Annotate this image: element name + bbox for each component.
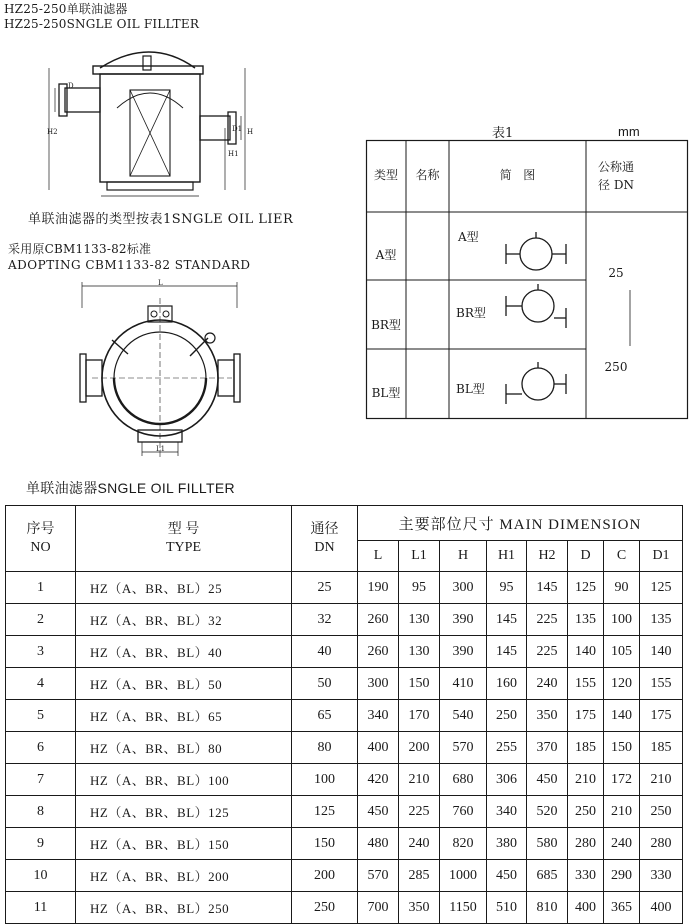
cell-d1: 135 (640, 604, 683, 636)
cell-dn: 25 (292, 572, 358, 604)
cell-l1: 350 (399, 892, 440, 924)
type-table-title: 表1 (492, 126, 514, 141)
header-dim-l1: L1 (399, 541, 440, 572)
cell-type: HZ（A、BR、BL）32 (76, 604, 292, 636)
cell-c: 172 (604, 764, 640, 796)
cell-h: 760 (440, 796, 487, 828)
cell-h1: 340 (487, 796, 527, 828)
cell-no: 1 (6, 572, 76, 604)
cell-dn: 50 (292, 668, 358, 700)
cell-l1: 200 (399, 732, 440, 764)
cell-d: 175 (568, 700, 604, 732)
diagram-label-bl: BL型 (456, 382, 485, 396)
cell-c: 120 (604, 668, 640, 700)
cell-c: 150 (604, 732, 640, 764)
table-row (6, 828, 683, 860)
header-no (6, 506, 76, 572)
cell-type: HZ（A、BR、BL）40 (76, 636, 292, 668)
table-row (6, 732, 683, 764)
table-row (6, 796, 683, 828)
cell-d: 140 (568, 636, 604, 668)
type-table-header-dn-1: 公称通 (597, 160, 634, 174)
cell-no: 10 (6, 860, 76, 892)
cell-dn: 125 (292, 796, 358, 828)
cell-h1: 380 (487, 828, 527, 860)
cell-h: 390 (440, 636, 487, 668)
type-table-header-name: 名称 (415, 168, 440, 182)
header-type (76, 506, 292, 572)
cell-c: 365 (604, 892, 640, 924)
cell-h: 680 (440, 764, 487, 796)
cell-l1: 130 (399, 604, 440, 636)
table-row (6, 668, 683, 700)
cell-d1: 210 (640, 764, 683, 796)
cell-l: 420 (358, 764, 399, 796)
table-row (6, 860, 683, 892)
header-dn-cn: 通径 (310, 521, 339, 537)
cell-l: 450 (358, 796, 399, 828)
cell-l1: 210 (399, 764, 440, 796)
cell-dn: 150 (292, 828, 358, 860)
cell-l1: 150 (399, 668, 440, 700)
cell-dn: 200 (292, 860, 358, 892)
type-row-a: A型 (375, 248, 397, 262)
cell-h2: 225 (527, 636, 568, 668)
standard-en: ADOPTING CBM1133-82 STANDARD (8, 258, 251, 272)
cell-d: 125 (568, 572, 604, 604)
cell-h2: 145 (527, 572, 568, 604)
cell-no: 7 (6, 764, 76, 796)
cell-h2: 520 (527, 796, 568, 828)
diagram-label-br: BR型 (456, 306, 486, 320)
cell-h1: 510 (487, 892, 527, 924)
cell-l: 300 (358, 668, 399, 700)
cell-h2: 240 (527, 668, 568, 700)
dim-label-l: L (158, 279, 163, 287)
cell-no: 9 (6, 828, 76, 860)
cell-d1: 280 (640, 828, 683, 860)
cell-h: 410 (440, 668, 487, 700)
cell-d: 400 (568, 892, 604, 924)
cell-h2: 350 (527, 700, 568, 732)
cell-type: HZ（A、BR、BL）150 (76, 828, 292, 860)
cell-no: 8 (6, 796, 76, 828)
cell-c: 140 (604, 700, 640, 732)
cell-dn: 65 (292, 700, 358, 732)
type-row-bl: BL型 (371, 386, 401, 400)
cell-l: 190 (358, 572, 399, 604)
table-row (6, 764, 683, 796)
cell-h: 390 (440, 604, 487, 636)
cell-h1: 160 (487, 668, 527, 700)
cell-type: HZ（A、BR、BL）50 (76, 668, 292, 700)
cell-no: 5 (6, 700, 76, 732)
cell-h2: 450 (527, 764, 568, 796)
cell-l1: 285 (399, 860, 440, 892)
diagram-label-a: A型 (458, 230, 479, 244)
cell-h1: 145 (487, 604, 527, 636)
cell-l1: 225 (399, 796, 440, 828)
table-row (6, 636, 683, 668)
cell-d: 280 (568, 828, 604, 860)
cell-l: 400 (358, 732, 399, 764)
cell-d: 155 (568, 668, 604, 700)
table-row (6, 700, 683, 732)
header-main-dimension: 主要部位尺寸 MAIN DIMENSION (358, 506, 683, 541)
cell-dn: 100 (292, 764, 358, 796)
cell-d1: 185 (640, 732, 683, 764)
header-dim-h1: H1 (487, 541, 527, 572)
cell-dn: 80 (292, 732, 358, 764)
table-row (6, 892, 683, 924)
cell-l: 570 (358, 860, 399, 892)
cell-l1: 170 (399, 700, 440, 732)
cell-d: 135 (568, 604, 604, 636)
standard-cn: 采用原CBM1133-82标准 (8, 242, 152, 256)
header-dim-h: H (440, 541, 487, 572)
dimension-table (5, 505, 683, 924)
cell-h1: 145 (487, 636, 527, 668)
cell-h: 1000 (440, 860, 487, 892)
dim-label-h1: H1 (228, 150, 239, 158)
cell-l: 260 (358, 636, 399, 668)
main-table-caption: 单联油滤器SNGLE OIL FILLTER (26, 480, 235, 496)
header-dn (292, 506, 358, 572)
header-dn-en: DN (314, 539, 335, 555)
filter-top-view-drawing (72, 278, 252, 468)
cell-no: 2 (6, 604, 76, 636)
table-row (6, 604, 683, 636)
cell-h: 570 (440, 732, 487, 764)
cell-l: 480 (358, 828, 399, 860)
cell-type: HZ（A、BR、BL）25 (76, 572, 292, 604)
drawing-caption: 单联油滤器的类型按表1SNGLE OIL LIER (28, 212, 294, 227)
cell-type: HZ（A、BR、BL）250 (76, 892, 292, 924)
cell-d1: 250 (640, 796, 683, 828)
cell-h: 820 (440, 828, 487, 860)
cell-dn: 40 (292, 636, 358, 668)
cell-l1: 130 (399, 636, 440, 668)
cell-dn: 250 (292, 892, 358, 924)
cell-c: 105 (604, 636, 640, 668)
cell-h2: 685 (527, 860, 568, 892)
header-dim-d1: D1 (640, 541, 683, 572)
table-row (6, 572, 683, 604)
cell-h2: 225 (527, 604, 568, 636)
cell-type: HZ（A、BR、BL）200 (76, 860, 292, 892)
cell-h2: 580 (527, 828, 568, 860)
dn-max: 250 (604, 360, 628, 374)
cell-h1: 250 (487, 700, 527, 732)
cell-dn: 32 (292, 604, 358, 636)
cell-l: 700 (358, 892, 399, 924)
cell-d1: 125 (640, 572, 683, 604)
dim-label-h: H (247, 128, 254, 136)
cell-l: 340 (358, 700, 399, 732)
dim-label-d: D (68, 82, 74, 90)
type-table-header-type: 类型 (373, 168, 398, 182)
cell-d: 185 (568, 732, 604, 764)
header-type-cn: 型 号 (167, 521, 200, 537)
cell-l: 260 (358, 604, 399, 636)
dim-label-h2: H2 (47, 128, 58, 136)
cell-h2: 370 (527, 732, 568, 764)
cell-d: 210 (568, 764, 604, 796)
cell-l1: 240 (399, 828, 440, 860)
cell-d1: 400 (640, 892, 683, 924)
cell-no: 3 (6, 636, 76, 668)
header-no-en: NO (30, 539, 51, 555)
cell-no: 4 (6, 668, 76, 700)
cell-h: 540 (440, 700, 487, 732)
title-cn: HZ25-250单联油滤器 (4, 2, 128, 16)
dn-min: 25 (608, 266, 624, 280)
cell-d: 330 (568, 860, 604, 892)
type-table-header-diagram: 简 图 (499, 168, 536, 182)
cell-no: 11 (6, 892, 76, 924)
cell-h1: 306 (487, 764, 527, 796)
cell-d1: 140 (640, 636, 683, 668)
cell-type: HZ（A、BR、BL）65 (76, 700, 292, 732)
cell-c: 210 (604, 796, 640, 828)
type-table-unit: mm (618, 124, 640, 139)
header-type-en: TYPE (166, 539, 201, 555)
header-dim-d: D (568, 541, 604, 572)
cell-c: 240 (604, 828, 640, 860)
cell-c: 90 (604, 572, 640, 604)
dim-label-d1: D1 (232, 125, 243, 133)
header-no-cn: 序号 (26, 521, 55, 537)
cell-d1: 175 (640, 700, 683, 732)
cell-h1: 255 (487, 732, 527, 764)
filter-side-view-drawing (45, 38, 305, 208)
header-dim-c: C (604, 541, 640, 572)
cell-type: HZ（A、BR、BL）80 (76, 732, 292, 764)
cell-c: 100 (604, 604, 640, 636)
cell-h2: 810 (527, 892, 568, 924)
type-row-br: BR型 (371, 318, 401, 332)
cell-d: 250 (568, 796, 604, 828)
type-table-header-dn-2: 径 DN (598, 178, 634, 192)
cell-type: HZ（A、BR、BL）100 (76, 764, 292, 796)
header-dim-h2: H2 (527, 541, 568, 572)
title-en: HZ25-250SNGLE OIL FILLTER (4, 17, 200, 31)
cell-h1: 450 (487, 860, 527, 892)
cell-l1: 95 (399, 572, 440, 604)
cell-type: HZ（A、BR、BL）125 (76, 796, 292, 828)
cell-d1: 330 (640, 860, 683, 892)
cell-no: 6 (6, 732, 76, 764)
cell-c: 290 (604, 860, 640, 892)
cell-d1: 155 (640, 668, 683, 700)
cell-h: 300 (440, 572, 487, 604)
header-dim-l: L (358, 541, 399, 572)
dim-label-l1: L1 (156, 445, 166, 453)
cell-h: 1150 (440, 892, 487, 924)
cell-h1: 95 (487, 572, 527, 604)
